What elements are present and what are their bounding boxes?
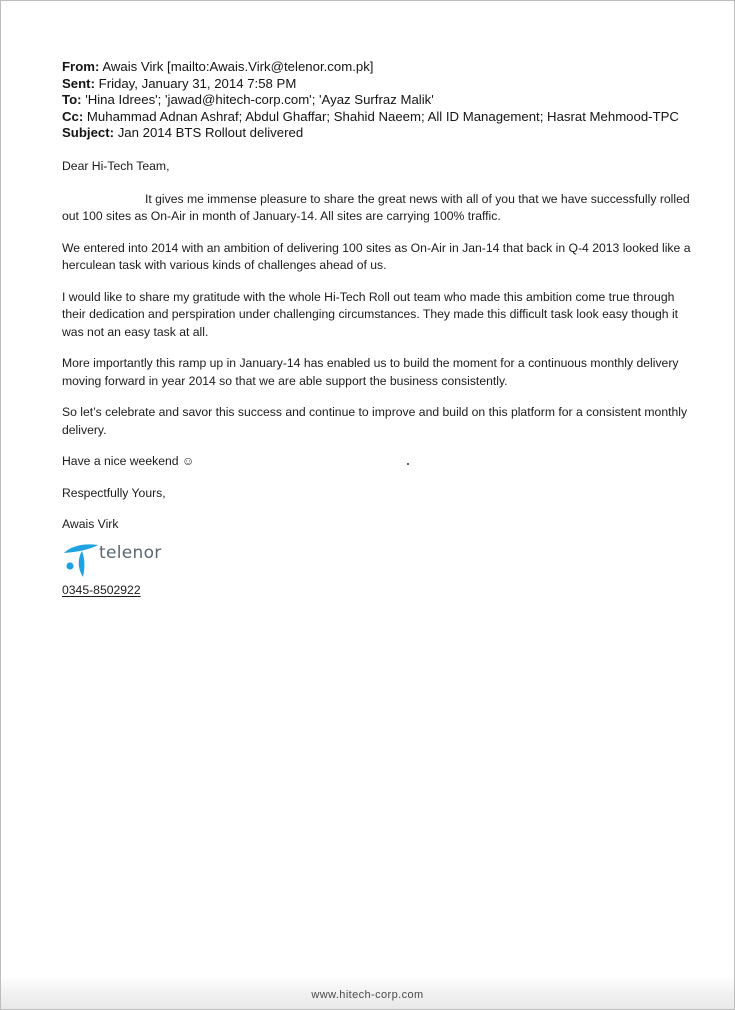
weekend-line: Have a nice weekend ☺ bbox=[62, 454, 195, 468]
closing-line: Respectfully Yours, bbox=[62, 485, 166, 500]
footer-url: www.hitech-corp.com bbox=[311, 989, 424, 1001]
paragraph-3: I would like to share my gratitude with the whole Hi-Tech Roll out team who made this ambition come true through their dedication and perspiration under challenging circumstances. They made this difficult task look easy though it was not an easy task at all. bbox=[62, 289, 679, 339]
sent-value: Friday, January 31, 2014 7:58 PM bbox=[98, 75, 297, 91]
phone-number: 0345-8502922 bbox=[62, 582, 141, 597]
email-body bbox=[62, 158, 692, 599]
telenor-propeller-icon bbox=[62, 536, 102, 580]
scan-speck bbox=[407, 463, 409, 465]
to-label: To: bbox=[62, 92, 82, 107]
telenor-logo bbox=[62, 536, 182, 580]
cc-label: Cc: bbox=[62, 108, 84, 124]
cc-row bbox=[62, 109, 722, 126]
paragraph-2: We entered into 2014 with an ambition of delivering 100 sites as On-Air in Jan-14 that back in Q-4 2013 looked like a herculean task with various kinds of challenges ahead of us. bbox=[62, 240, 691, 272]
greeting: Dear Hi-Tech Team, bbox=[62, 159, 170, 173]
from-label: From: bbox=[62, 59, 100, 74]
telenor-logo-text: telenor bbox=[99, 542, 162, 563]
subject-row bbox=[62, 125, 722, 142]
paragraph-1-text: It gives me immense pleasure to share the great news with all of you that we have successfully rolled out 100 sites as On-Air in month of January-14. All sites are carrying 100% traffic. bbox=[62, 191, 690, 223]
signature-name: Awais Virk bbox=[62, 517, 119, 531]
subject-value: Jan 2014 BTS Rollout delivered bbox=[117, 125, 304, 140]
to-row bbox=[62, 92, 722, 109]
paragraph-1 bbox=[62, 191, 692, 226]
from-value: Awais Virk [mailto:Awais.Virk@telenor.com.pk] bbox=[102, 59, 374, 74]
paragraph-4: More importantly this ramp up in January-14 has enabled us to build the moment for a continuous monthly delivery moving forward in year 2014 so that we are able support the business consistently. bbox=[62, 356, 679, 388]
sent-label: Sent: bbox=[62, 75, 95, 91]
email-header bbox=[62, 59, 722, 142]
to-value: 'Hina Idrees'; 'jawad@hitech-corp.com'; 'Ayaz Surfraz Malik' bbox=[85, 92, 434, 107]
cc-value: Muhammad Adnan Ashraf; Abdul Ghaffar; Shahid Naeem; All ID Management; Hasrat Mehmood-TPC bbox=[86, 108, 679, 124]
subject-label: Subject: bbox=[62, 125, 115, 140]
sent-row bbox=[62, 76, 722, 93]
paragraph-5: So let’s celebrate and savor this success and continue to improve and build on this platform for a consistent monthly delivery. bbox=[62, 405, 688, 437]
from-row bbox=[62, 59, 722, 76]
